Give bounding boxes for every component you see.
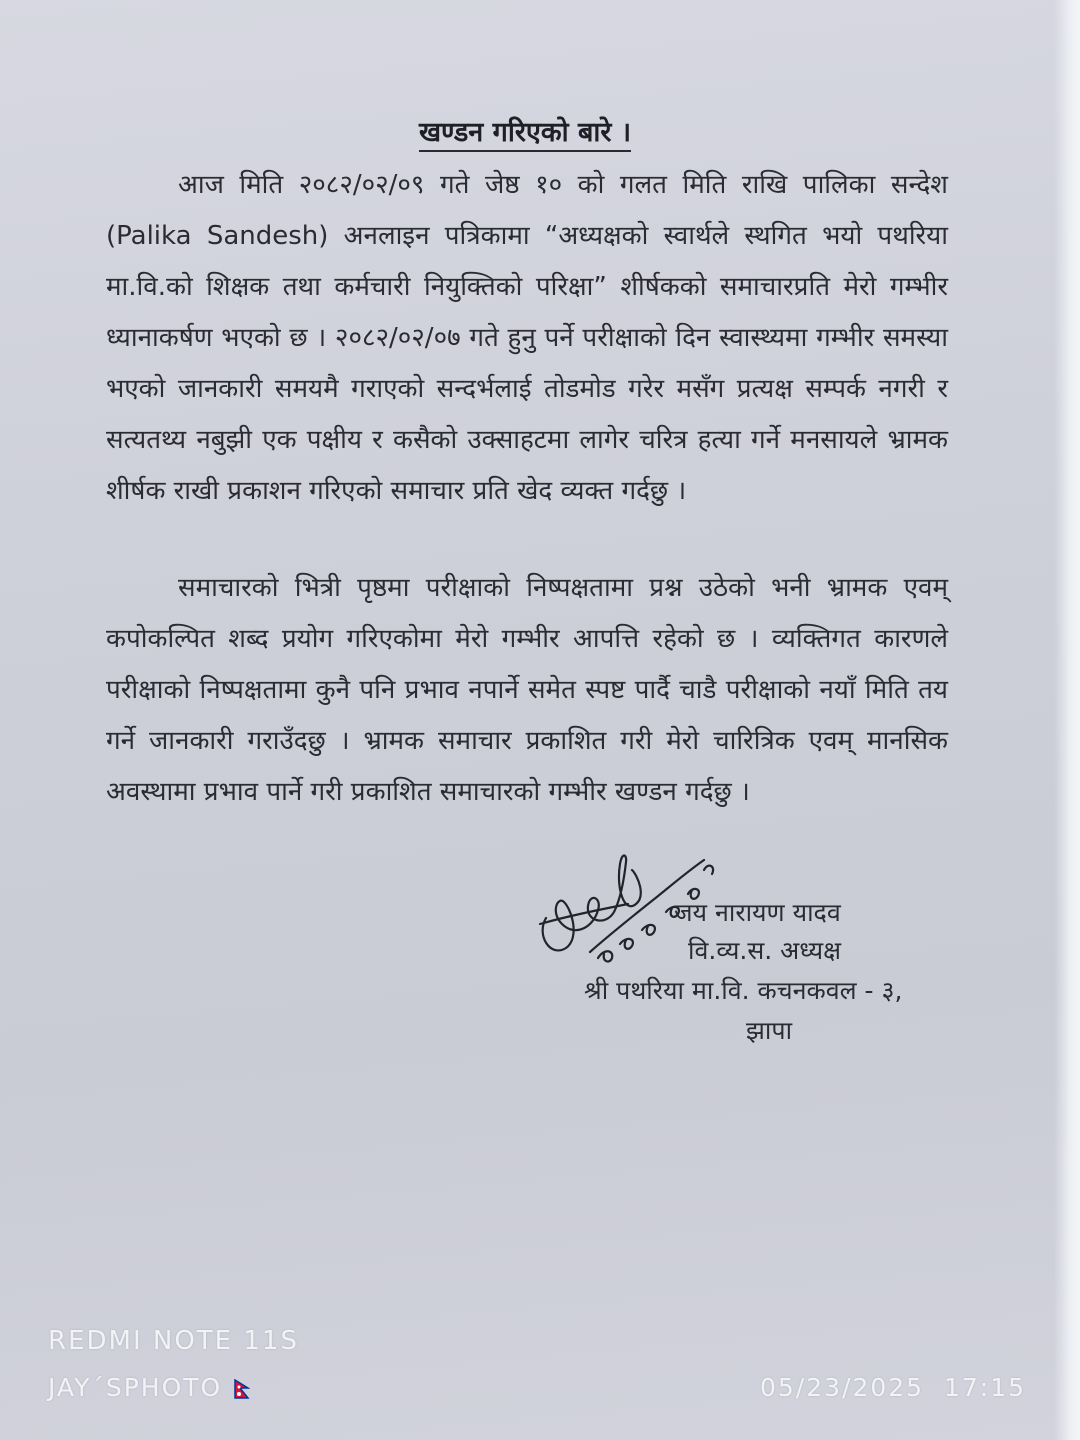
paragraph-2 — [106, 563, 948, 818]
datetime-watermark: 05/23/2025 17:15 — [760, 1373, 1027, 1402]
camera-model-watermark: REDMI NOTE 11S — [48, 1326, 299, 1356]
signatory-school: श्री पथरिया मा.वि. कचनकवल - ३, — [584, 976, 903, 1005]
signatory-name: जय नारायण यादव — [674, 898, 841, 927]
paragraph-1 — [106, 160, 948, 517]
nepal-flag-icon — [234, 1379, 250, 1399]
paragraph-1-text: आज मिति २०८२/०२/०९ गते जेष्ठ १० को गलत मिति राखि पालिका सन्देश (Palika Sandesh) अनलाइन पत्रिकामा “अध्यक्षको स्वार्थले स्थगित भयो पथरिया मा.वि.को शिक्षक तथा कर्मचारी नियुक्तिको परिक्षा” शीर्षकको समाचारप्रति मेरो गम्भीर ध्यानाकर्षण भएको छ । २०८२/०२/०७ गते हुनु पर्ने परीक्षाको दिन स्वास्थ्यमा गम्भीर समस्या भएको जानकारी समयमै गराएको सन्दर्भलाई तोडमोड गरेर मसँग प्रत्यक्ष सम्पर्क नगरी र सत्यतथ्य नबुझी एक पक्षीय र कसैको उक्साहटमा लागेर चरित्र हत्या गर्ने मनसायले भ्रामक शीर्षक राखी प्रकाशन गरिएको समाचार प्रति खेद व्यक्त गर्दछु । — [106, 170, 948, 506]
signatory-district: झापा — [746, 1016, 793, 1045]
photographer-name: JAY´SPHOTO — [48, 1373, 223, 1402]
letter-title — [0, 112, 1050, 149]
paragraph-2-text: समाचारको भित्री पृष्ठमा परीक्षाको निष्पक्षतामा प्रश्न उठेको भनी भ्रामक एवम् कपोकल्पित शब्द प्रयोग गरिएकोमा मेरो गम्भीर आपत्ति रहेको छ । व्यक्तिगत कारणले परीक्षाको निष्पक्षतामा कुनै पनि प्रभाव नपार्ने समेत स्पष्ट पार्दै चाडै परीक्षाको नयाँ मिति तय गर्ने जानकारी गराउँदछु । भ्रामक समाचार प्रकाशित गरी मेरो चारित्रिक एवम् मानसिक अवस्थामा प्रभाव पार्ने गरी प्रकाशित समाचारको गम्भीर खण्डन गर्दछु । — [106, 573, 948, 807]
letter-title-text: खण्डन गरिएको बारे । — [419, 117, 631, 152]
signatory-position: वि.व्य.स. अध्यक्ष — [688, 936, 842, 965]
photographer-watermark — [48, 1373, 250, 1402]
